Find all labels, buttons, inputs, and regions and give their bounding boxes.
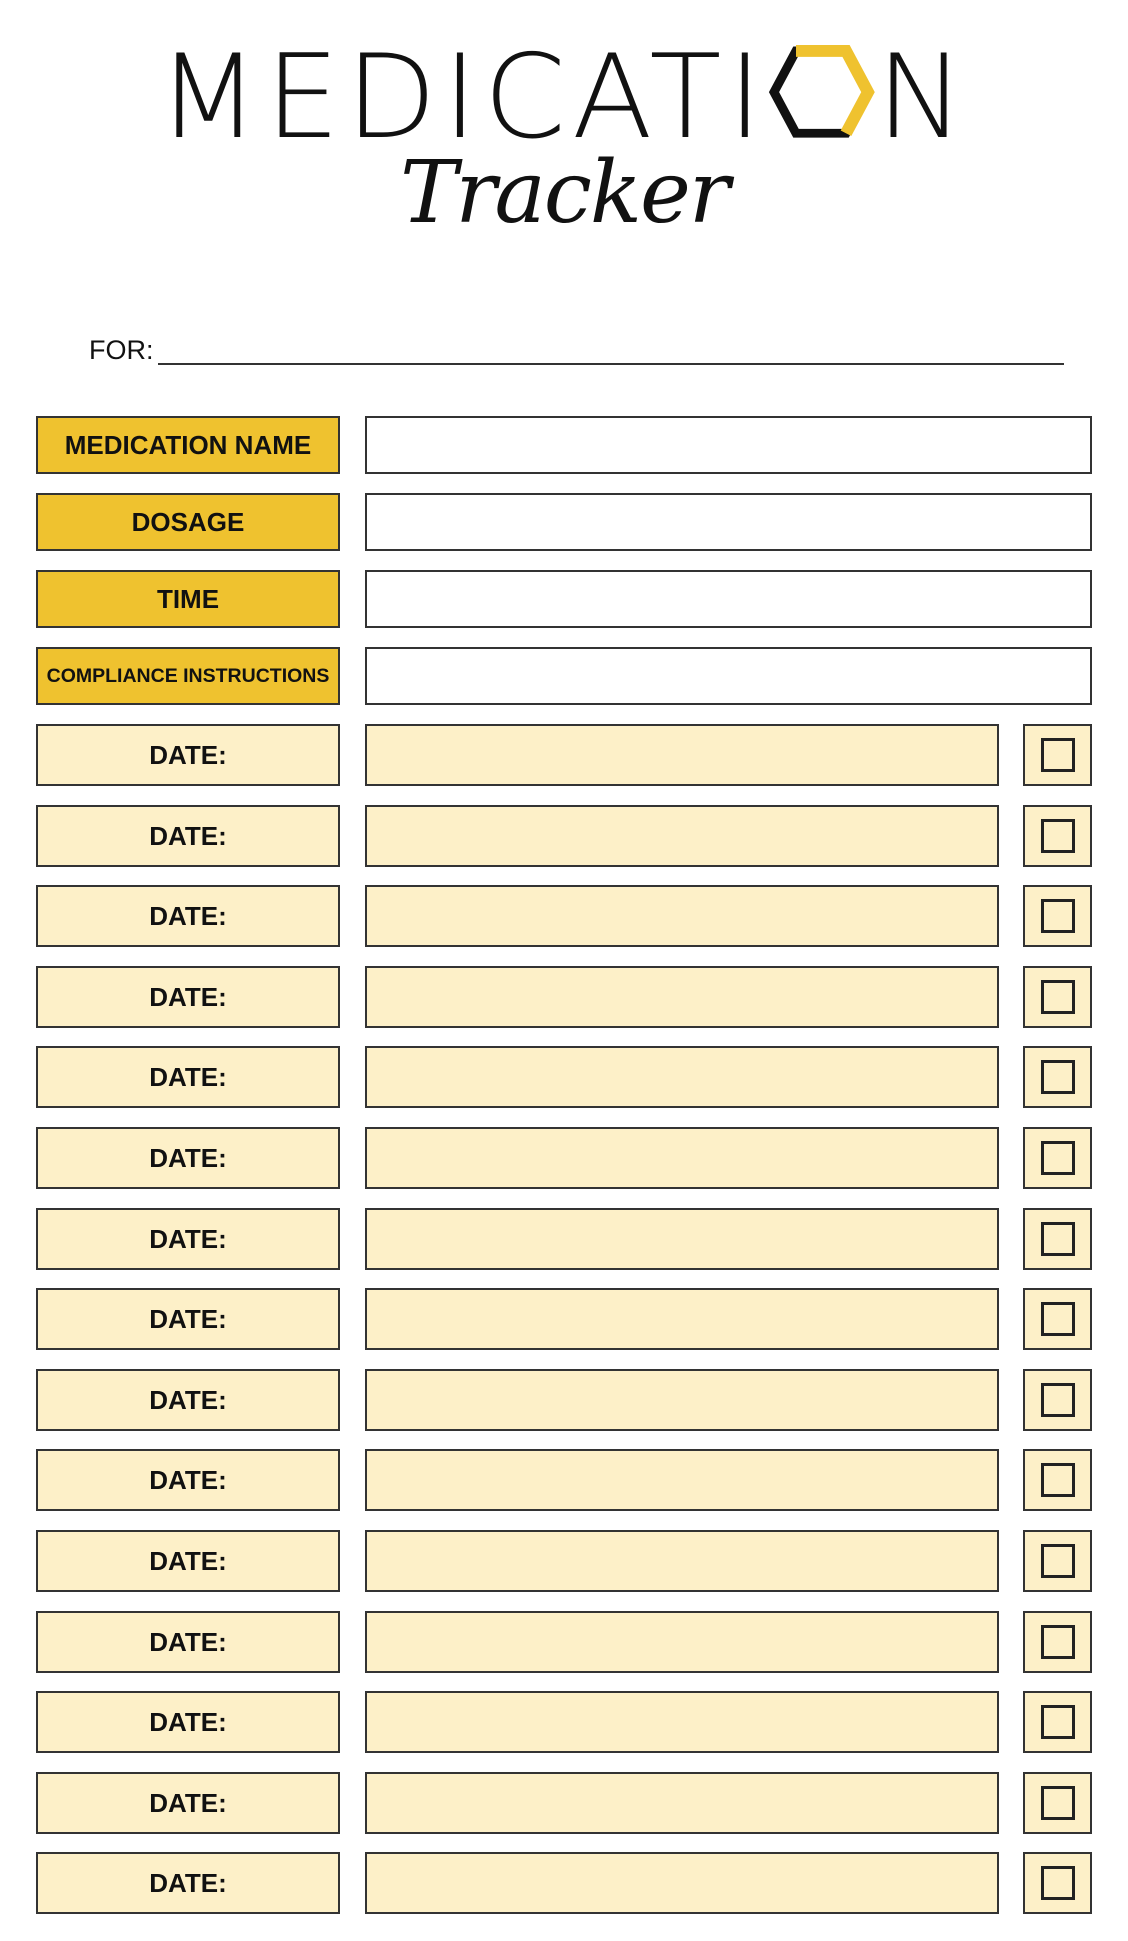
date-label[interactable]: DATE: (36, 1369, 340, 1431)
checkbox-icon[interactable] (1041, 1786, 1075, 1820)
date-row (36, 1772, 1092, 1834)
checkbox-icon[interactable] (1041, 1141, 1075, 1175)
date-notes-field[interactable] (365, 966, 999, 1028)
header-row-label: COMPLIANCE INSTRUCTIONS (36, 647, 340, 705)
checkbox-icon[interactable] (1041, 980, 1075, 1014)
date-notes-field[interactable] (365, 1530, 999, 1592)
date-label[interactable]: DATE: (36, 1127, 340, 1189)
header-row-input[interactable] (365, 570, 1092, 628)
for-underline[interactable] (158, 363, 1064, 365)
date-label[interactable]: DATE: (36, 1046, 340, 1108)
date-label[interactable]: DATE: (36, 1772, 340, 1834)
date-row (36, 966, 1092, 1028)
checkbox-icon[interactable] (1041, 1222, 1075, 1256)
header-row-input[interactable] (365, 416, 1092, 474)
checkbox-icon[interactable] (1041, 1625, 1075, 1659)
checkbox-cell[interactable] (1023, 1046, 1092, 1108)
date-label[interactable]: DATE: (36, 1611, 340, 1673)
checkbox-cell[interactable] (1023, 1852, 1092, 1914)
header-row (36, 416, 1092, 474)
checkbox-icon[interactable] (1041, 738, 1075, 772)
checkbox-icon[interactable] (1041, 1463, 1075, 1497)
date-notes-field[interactable] (365, 1046, 999, 1108)
date-notes-field[interactable] (365, 805, 999, 867)
date-label[interactable]: DATE: (36, 1449, 340, 1511)
checkbox-icon[interactable] (1041, 1705, 1075, 1739)
date-notes-field[interactable] (365, 1288, 999, 1350)
page-subtitle: Tracker (399, 143, 729, 243)
date-row (36, 1369, 1092, 1431)
date-label[interactable]: DATE: (36, 1852, 340, 1914)
for-label: FOR: (89, 335, 154, 365)
date-label[interactable]: DATE: (36, 1208, 340, 1270)
checkbox-cell[interactable] (1023, 1208, 1092, 1270)
date-label[interactable]: DATE: (36, 1288, 340, 1350)
date-notes-field[interactable] (365, 1611, 999, 1673)
page-title (0, 29, 1128, 165)
title-text-start: MEDICATI (157, 29, 769, 165)
checkbox-icon[interactable] (1041, 1302, 1075, 1336)
title-text-end: N (876, 29, 971, 165)
checkbox-cell[interactable] (1023, 1691, 1092, 1753)
checkbox-cell[interactable] (1023, 1288, 1092, 1350)
checkbox-cell[interactable] (1023, 1772, 1092, 1834)
checkbox-icon[interactable] (1041, 1544, 1075, 1578)
checkbox-cell[interactable] (1023, 1449, 1092, 1511)
header-row-label: DOSAGE (36, 493, 340, 551)
date-notes-field[interactable] (365, 1772, 999, 1834)
checkbox-icon[interactable] (1041, 1060, 1075, 1094)
date-row (36, 885, 1092, 947)
header-row-label: TIME (36, 570, 340, 628)
checkbox-cell[interactable] (1023, 885, 1092, 947)
checkbox-icon[interactable] (1041, 1383, 1075, 1417)
checkbox-cell[interactable] (1023, 1611, 1092, 1673)
date-label[interactable]: DATE: (36, 1691, 340, 1753)
date-row (36, 1852, 1092, 1914)
date-row (36, 1046, 1092, 1108)
date-row (36, 1127, 1092, 1189)
checkbox-cell[interactable] (1023, 1127, 1092, 1189)
checkbox-cell[interactable] (1023, 724, 1092, 786)
date-label[interactable]: DATE: (36, 724, 340, 786)
header-row (36, 570, 1092, 628)
header-row-input[interactable] (365, 647, 1092, 705)
header-row-input[interactable] (365, 493, 1092, 551)
date-label[interactable]: DATE: (36, 805, 340, 867)
date-label[interactable]: DATE: (36, 966, 340, 1028)
date-notes-field[interactable] (365, 1691, 999, 1753)
date-row (36, 1449, 1092, 1511)
page-header (0, 0, 1128, 300)
date-row (36, 724, 1092, 786)
date-notes-field[interactable] (365, 724, 999, 786)
header-row (36, 493, 1092, 551)
date-row (36, 805, 1092, 867)
date-notes-field[interactable] (365, 885, 999, 947)
checkbox-icon[interactable] (1041, 819, 1075, 853)
header-row (36, 647, 1092, 705)
date-row (36, 1208, 1092, 1270)
date-row (36, 1530, 1092, 1592)
date-row (36, 1288, 1092, 1350)
date-notes-field[interactable] (365, 1127, 999, 1189)
for-field[interactable] (89, 333, 1064, 367)
header-row-label: MEDICATION NAME (36, 416, 340, 474)
date-row (36, 1691, 1092, 1753)
date-notes-field[interactable] (365, 1208, 999, 1270)
date-notes-field[interactable] (365, 1852, 999, 1914)
date-notes-field[interactable] (365, 1369, 999, 1431)
date-notes-field[interactable] (365, 1449, 999, 1511)
date-label[interactable]: DATE: (36, 885, 340, 947)
date-label[interactable]: DATE: (36, 1530, 340, 1592)
checkbox-icon[interactable] (1041, 899, 1075, 933)
checkbox-cell[interactable] (1023, 966, 1092, 1028)
checkbox-cell[interactable] (1023, 1530, 1092, 1592)
checkbox-icon[interactable] (1041, 1866, 1075, 1900)
checkbox-cell[interactable] (1023, 1369, 1092, 1431)
checkbox-cell[interactable] (1023, 805, 1092, 867)
hexagon-logo-icon (768, 45, 876, 139)
date-row (36, 1611, 1092, 1673)
